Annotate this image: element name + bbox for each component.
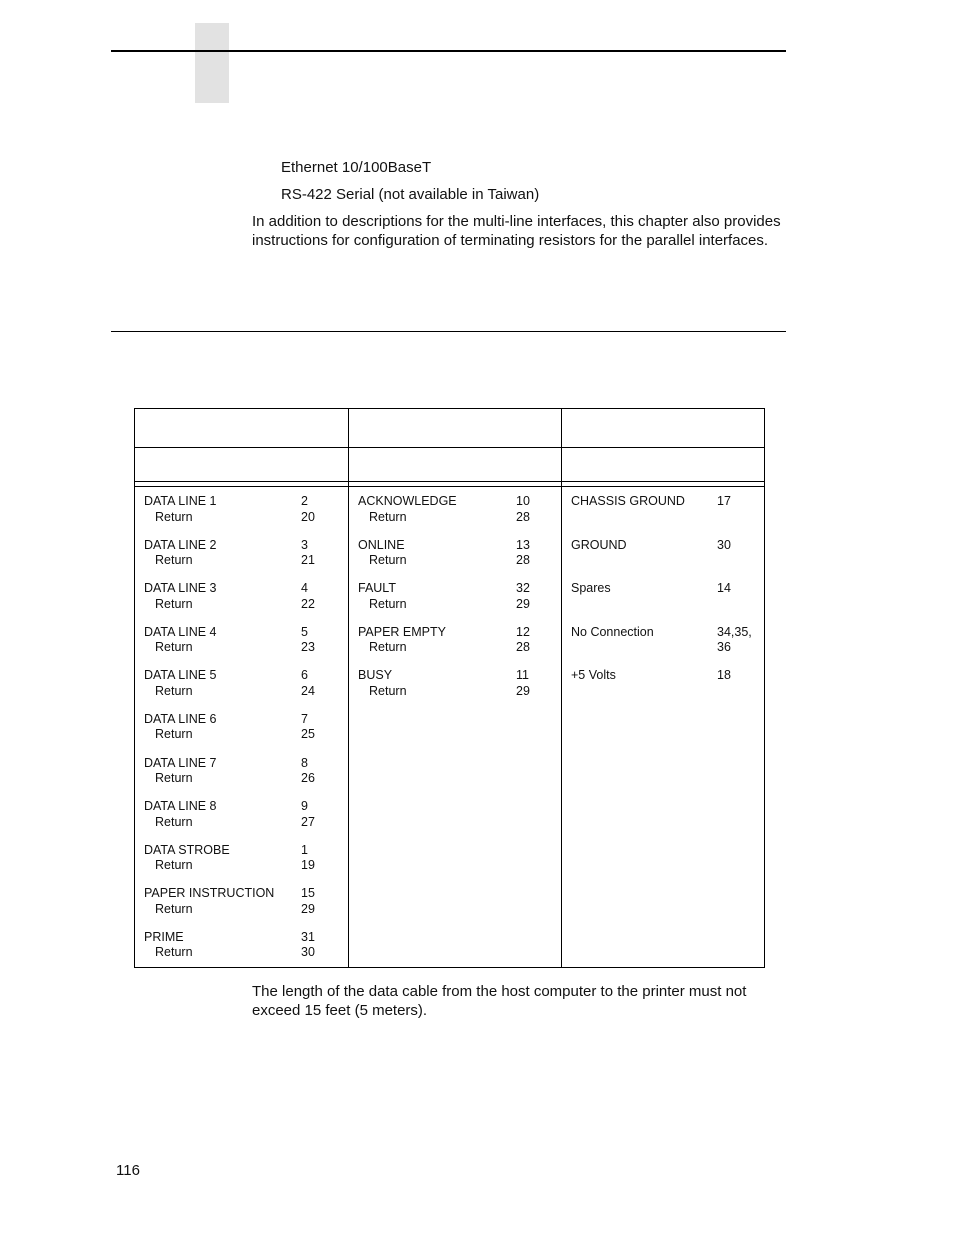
table-cell	[349, 705, 562, 749]
table-cell	[349, 661, 562, 705]
signal-label: ACKNOWLEDGE	[358, 494, 457, 508]
table-cell	[562, 531, 765, 575]
return-label: Return	[369, 553, 407, 568]
signal-label: No Connection	[571, 624, 654, 639]
signal-name	[144, 538, 216, 569]
return-pin-value: 29	[516, 683, 530, 698]
header-cell-3	[562, 409, 765, 482]
signal-label: DATA LINE 3	[144, 581, 217, 596]
pin-value: 13	[516, 537, 530, 552]
table-cell	[349, 574, 562, 618]
signal-label: FAULT	[358, 581, 396, 596]
header-rule	[111, 50, 786, 52]
table-cell	[349, 618, 562, 662]
pin-value: 9	[301, 799, 308, 814]
pin-value: 12	[516, 624, 530, 639]
pin-value: 4	[301, 581, 308, 596]
return-label: Return	[155, 683, 193, 698]
return-label: Return	[369, 509, 407, 524]
return-label: Return	[155, 596, 193, 611]
signal-label: ONLINE	[358, 537, 405, 552]
signal-label: DATA LINE 6	[144, 711, 217, 726]
return-label: Return	[155, 814, 193, 829]
signal-name	[571, 538, 627, 554]
signal-label: Spares	[571, 581, 611, 596]
return-label: Return	[155, 640, 193, 655]
return-label: Return	[155, 771, 193, 786]
table-row	[135, 923, 765, 967]
pinout-body	[135, 487, 765, 968]
pin-value: 3	[301, 537, 308, 552]
pin-value: 8	[301, 755, 308, 770]
signal-name	[358, 494, 457, 525]
signal-label: PAPER INSTRUCTION	[144, 886, 275, 901]
pin-value: 11	[516, 668, 529, 683]
return-label: Return	[155, 553, 193, 568]
return-pin-value: 22	[301, 596, 315, 611]
return-pin-value: 28	[516, 509, 530, 524]
pin-number	[301, 581, 315, 612]
pin-value: 30	[717, 537, 731, 552]
table-cell	[349, 879, 562, 923]
table-cell	[135, 879, 349, 923]
signal-label: PRIME	[144, 929, 184, 944]
pin-value: 32	[516, 581, 530, 596]
signal-label: DATA LINE 5	[144, 668, 217, 683]
table-cell	[562, 574, 765, 618]
signal-label: CHASSIS GROUND	[571, 494, 685, 508]
return-label: Return	[155, 727, 193, 742]
signal-name	[144, 712, 216, 743]
table-row	[135, 836, 765, 880]
pin-number	[301, 799, 315, 830]
pin-number	[516, 581, 530, 612]
signal-label: DATA STROBE	[144, 842, 230, 857]
pin-number	[301, 712, 315, 743]
table-cell	[349, 792, 562, 836]
table-cell	[135, 574, 349, 618]
signal-name	[358, 581, 407, 612]
return-pin-value: 29	[516, 596, 530, 611]
signal-name	[571, 668, 616, 684]
header-cell-1	[135, 409, 349, 482]
return-label: Return	[155, 901, 193, 916]
table-cell	[135, 618, 349, 662]
pin-value: 14	[717, 581, 731, 596]
table-cell	[135, 749, 349, 793]
page-number: 116	[116, 1162, 140, 1179]
pin-value: 31	[301, 929, 315, 944]
signal-name	[358, 668, 407, 699]
return-label: Return	[155, 945, 193, 960]
table-header-row	[135, 409, 765, 482]
table-cell	[562, 618, 765, 662]
return-pin-value: 28	[516, 553, 530, 568]
header-cell-2	[349, 409, 562, 482]
return-pin-value: 27	[301, 814, 315, 829]
table-cell	[135, 705, 349, 749]
table-cell	[349, 487, 562, 531]
return-pin-value: 20	[301, 509, 315, 524]
table-cell	[135, 531, 349, 575]
pin-value: 34,35,	[717, 624, 752, 639]
return-pin-value: 28	[516, 640, 530, 655]
return-label: Return	[155, 509, 193, 524]
return-label: Return	[155, 858, 193, 873]
pin-value-continued: 36	[717, 640, 731, 655]
return-pin-value: 19	[301, 858, 315, 873]
signal-name	[358, 625, 446, 656]
signal-name	[571, 494, 685, 510]
pin-value: 2	[301, 494, 308, 508]
signal-label: DATA LINE 2	[144, 537, 217, 552]
pin-number	[301, 930, 315, 961]
pin-number	[301, 625, 315, 656]
chapter-tab	[195, 23, 229, 103]
table-cell	[562, 705, 765, 749]
return-pin-value: 24	[301, 683, 315, 698]
return-pin-value: 23	[301, 640, 315, 655]
table-cell	[135, 836, 349, 880]
pin-value: 18	[717, 668, 731, 683]
pin-value: 1	[301, 842, 308, 857]
return-pin-value: 25	[301, 727, 315, 742]
bullet-ethernet: Ethernet 10/100BaseT	[281, 159, 432, 176]
signal-label: GROUND	[571, 537, 627, 552]
intro-paragraph: In addition to descriptions for the multi-line interfaces, this chapter also provides instructions for configuration of terminating resistors for the parallel interfaces.	[252, 213, 781, 249]
pin-number	[717, 581, 731, 597]
signal-name	[144, 581, 216, 612]
table-cell	[349, 749, 562, 793]
table-row	[135, 792, 765, 836]
pin-number	[516, 494, 530, 525]
table-cell	[562, 923, 765, 967]
pin-value: 7	[301, 711, 308, 726]
pin-number	[301, 843, 315, 874]
pin-value: 5	[301, 624, 308, 639]
signal-label: DATA LINE 1	[144, 494, 217, 508]
return-label: Return	[369, 596, 407, 611]
signal-name	[144, 886, 274, 917]
signal-name	[144, 843, 230, 874]
return-label: Return	[369, 683, 407, 698]
pin-value: 6	[301, 668, 308, 683]
signal-label: +5 Volts	[571, 668, 616, 683]
section-rule	[111, 331, 786, 332]
return-pin-value: 26	[301, 771, 315, 786]
table-cell	[349, 836, 562, 880]
pin-number	[301, 756, 315, 787]
table-cell	[135, 923, 349, 967]
signal-label: DATA LINE 8	[144, 799, 217, 814]
table-row	[135, 531, 765, 575]
table-cell	[562, 749, 765, 793]
table-cell	[135, 792, 349, 836]
return-pin-value: 21	[301, 553, 315, 568]
table-cell	[349, 923, 562, 967]
pin-value: 15	[301, 886, 315, 901]
pin-number	[301, 538, 315, 569]
table-row	[135, 749, 765, 793]
signal-name	[358, 538, 407, 569]
signal-name	[571, 581, 611, 597]
table-cell	[349, 531, 562, 575]
return-pin-value: 29	[301, 901, 315, 916]
pinout-table	[134, 408, 765, 968]
table-cell	[135, 661, 349, 705]
signal-label: PAPER EMPTY	[358, 624, 446, 639]
table-row	[135, 705, 765, 749]
signal-name	[144, 930, 193, 961]
return-pin-value: 30	[301, 945, 315, 960]
table-row	[135, 661, 765, 705]
pin-number	[301, 886, 315, 917]
pin-number	[301, 494, 315, 525]
table-cell	[562, 487, 765, 531]
table-row	[135, 574, 765, 618]
signal-name	[144, 799, 216, 830]
signal-name	[144, 494, 216, 525]
pin-number	[301, 668, 315, 699]
signal-label: DATA LINE 4	[144, 624, 217, 639]
pin-number	[516, 625, 530, 656]
table-row	[135, 879, 765, 923]
table-cell	[562, 836, 765, 880]
table-cell	[562, 879, 765, 923]
note-paragraph: The length of the data cable from the host computer to the printer must not exceed 15 feet (5 meters).	[252, 983, 747, 1019]
table-row	[135, 487, 765, 531]
table-row	[135, 618, 765, 662]
table-cell	[562, 792, 765, 836]
table-cell	[562, 661, 765, 705]
signal-name	[571, 625, 654, 641]
pin-number	[717, 668, 731, 684]
signal-name	[144, 756, 216, 787]
table-cell	[135, 487, 349, 531]
signal-name	[144, 625, 216, 656]
bullet-rs422: RS-422 Serial (not available in Taiwan)	[281, 186, 540, 203]
pin-number	[516, 538, 530, 569]
pin-number	[717, 538, 731, 554]
return-label: Return	[369, 640, 407, 655]
signal-name	[144, 668, 216, 699]
pin-number	[717, 625, 752, 656]
signal-label: BUSY	[358, 668, 393, 683]
pin-value: 17	[717, 494, 731, 508]
pin-value: 10	[516, 494, 530, 508]
pin-number	[717, 494, 731, 510]
signal-label: DATA LINE 7	[144, 755, 217, 770]
pin-number	[516, 668, 530, 699]
